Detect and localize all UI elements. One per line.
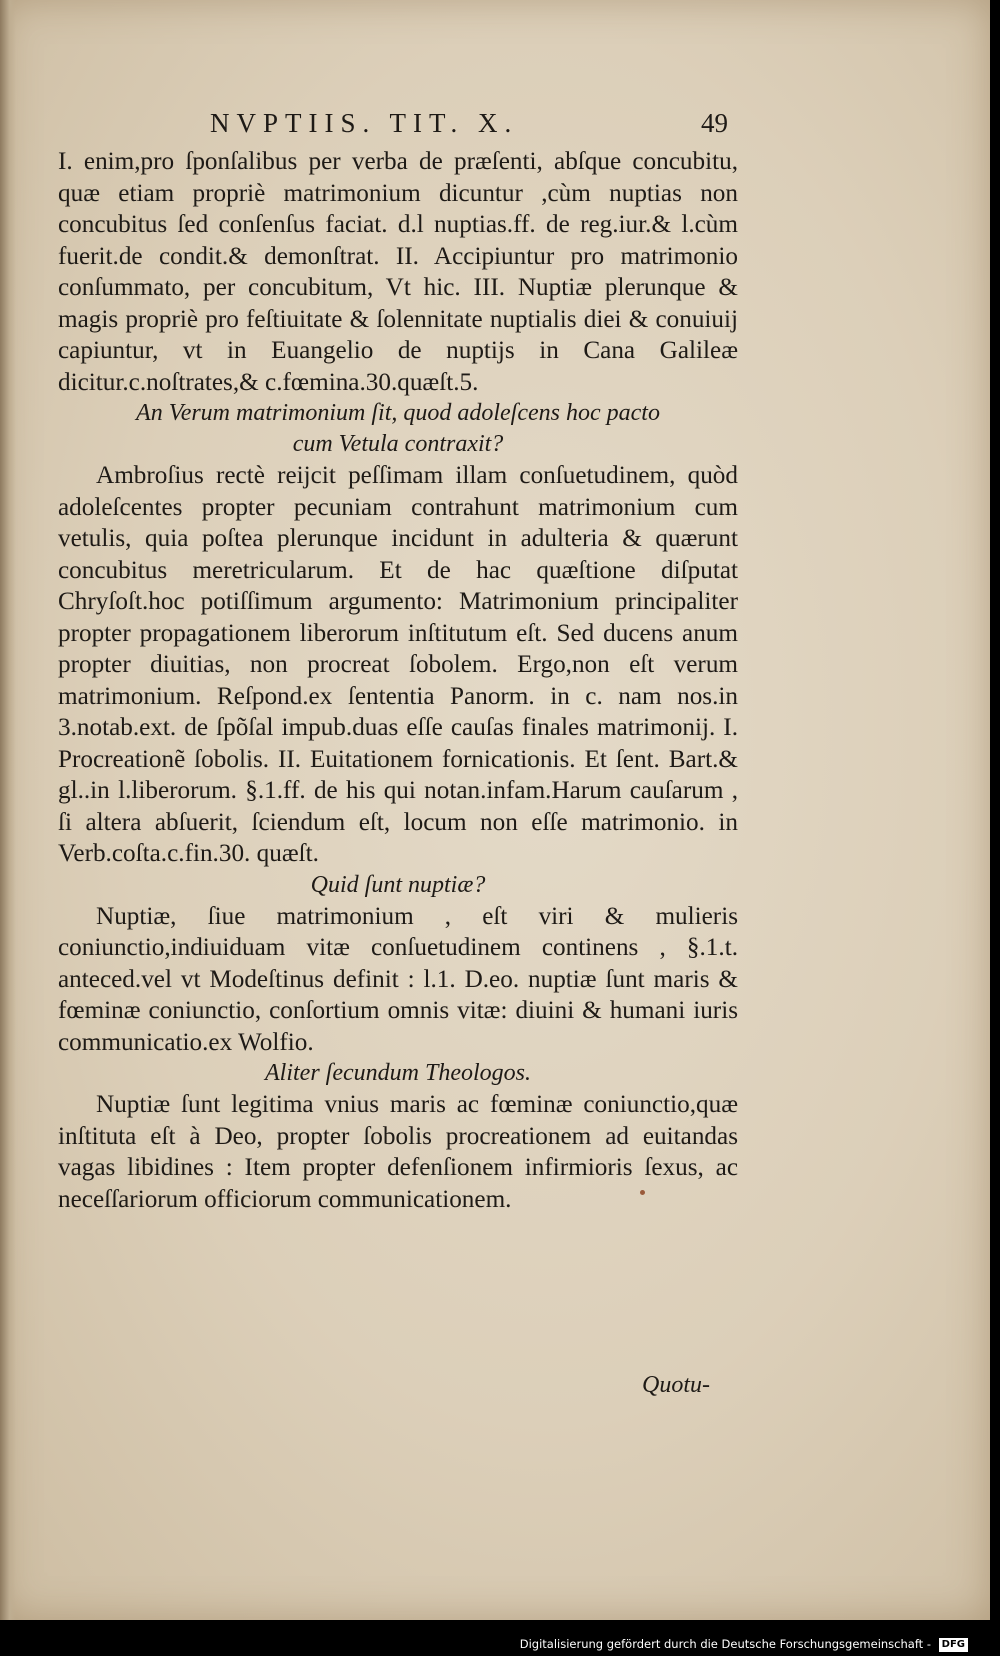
heading-line: Quid ſunt nuptiæ?: [310, 871, 486, 898]
paper-stain: [640, 1190, 645, 1195]
page-body: [58, 146, 738, 1215]
catchword: Quotu-: [642, 1372, 710, 1398]
heading-line: An Verum matrimonium ſit, quod adoleſcens hoc pacto: [136, 400, 660, 426]
section-heading-theologos: [58, 1058, 738, 1089]
footer-text: Digitalisierung gefördert durch die Deutsche Forschungsgemeinschaft -: [519, 1637, 931, 1651]
running-title: NVPTIIS. TIT. X.: [210, 108, 519, 138]
paragraph-nuptiae-meanings: I. enim,pro ſponſalibus per verba de præſenti, abſque concubitu, quæ etiam propriè matrimonium dicuntur ,cùm nuptias non concubitus ſed conſenſus faciat. d.l nuptias.ff. de reg.iur.& l.cùm fuerit.de condit.& demonſtrat. II. Accipiuntur pro matrimonio conſummato, per concubitum, Vt hic. III. Nuptiæ plerunque & magis propriè pro feſtiuitate & ſolennitate nuptialis diei & conuiuij capiuntur, vt in Euangelio de nuptijs in Cana Galileæ dicitur.c.noſtrates,& c.fœmina.30.quæſt.5.: [58, 148, 738, 396]
paragraph-definition: Nuptiæ, ſiue matrimonium , eſt viri & mulieris coniunctio,indiuiduam vitæ conſuetudinem continens , §.1.t. anteced.vel vt Modeſtinus definit : l.1. D.eo. nuptiæ ſunt maris & fœminæ coniunctio, conſortium omnis vitæ: diuini & humani iuris communicatio.ex Wolfio.: [58, 902, 738, 1056]
heading-line: cum Vetula contraxit?: [292, 431, 504, 457]
digitization-footer: [0, 1632, 1000, 1656]
paragraph-theological-definition: Nuptiæ ſunt legitima vnius maris ac fœminæ coniunctio,quæ inſtituta eſt à Deo, propter ſobolis procreationem ad euitandas vagas libidines : Item propter defenſionem infirmioris ſexus, ac neceſſariorum officiorum communicationem.: [58, 1091, 738, 1213]
page-spine-shadow: [0, 0, 16, 1620]
heading-line: Aliter ſecundum Theologos.: [265, 1060, 531, 1086]
page-number: 49: [701, 108, 728, 138]
section-heading-verum-matrimonium: [58, 398, 738, 460]
section-heading-quid-sunt-nuptiae: [58, 870, 738, 901]
paragraph-ambrosius: Ambroſius rectè reijcit peſſimam illam conſuetudinem, quòd adoleſcentes propter pecuniam contrahunt matrimonium cum vetulis, quia poſtea plerunque incidunt in adulteria & quærunt concubitus meretricularum. Et de hac quæſtione diſputat Chryſoſt.hoc potiſſimum argumento: Matrimonium principaliter propter propagationem liberorum inſtitutum eſt. Sed ducens anum propter diuitias, non procreat ſobolem. Ergo,non eſt verum matrimonium. Reſpond.ex ſententia Panorm. in c. nam nos.in 3.notab.ext. de ſpõſal impub.duas eſſe cauſas finales matrimonij. I. Procreationẽ ſobolis. II. Euitationem fornicationis. Et ſent. Bart.& gl..in l.liberorum. §.1.ff. de his qui notan.infam.Harum cauſarum , ſi altera abſuerit, ſciendum eſt, locum non eſſe matrimonio. in Verb.coſta.c.fin.30. quæſt.: [58, 462, 738, 867]
dfg-logo-icon: DFG: [939, 1638, 968, 1652]
